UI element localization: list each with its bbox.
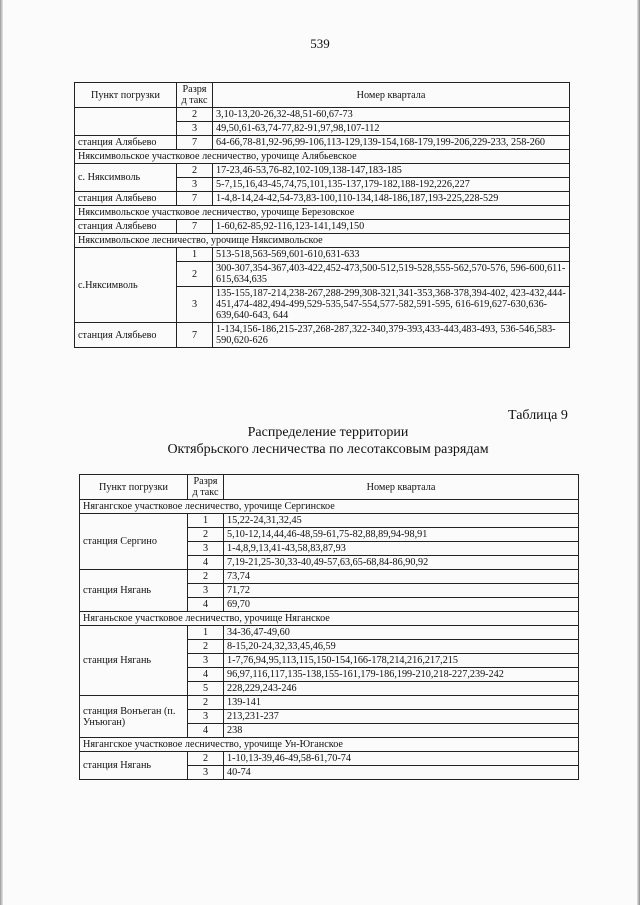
table-row xyxy=(80,696,579,710)
quarter-numbers-cell: 5-7,15,16,43-45,74,75,101,135-137,179-182,188-192,226,227 xyxy=(213,178,570,192)
quarter-numbers-cell: 513-518,563-569,601-610,631-633 xyxy=(213,248,570,262)
quarter-numbers-cell: 300-307,354-367,403-422,452-473,500-512,519-528,555-562,570-576, 596-600,611-615,634,635 xyxy=(213,262,570,287)
table-row xyxy=(80,752,579,766)
grade-cell: 2 xyxy=(177,108,213,122)
table-row xyxy=(80,626,579,640)
section-title: Нягангское участковое лесничество, урочище Сергинское xyxy=(80,500,579,514)
quarter-numbers-cell: 3,10-13,20-26,32-48,51-60,67-73 xyxy=(213,108,570,122)
grade-cell: 2 xyxy=(188,696,224,710)
table-header-row xyxy=(75,83,570,108)
quarter-numbers-cell: 40-74 xyxy=(224,766,579,780)
quarter-numbers-cell: 228,229,243-246 xyxy=(224,682,579,696)
grade-cell: 2 xyxy=(188,752,224,766)
loading-point-cell: станция Нягань xyxy=(80,752,188,780)
quarter-numbers-cell: 1-134,156-186,215-237,268-287,322-340,379-393,433-443,483-493, 536-546,583-590,620-626 xyxy=(213,323,570,348)
table-row xyxy=(75,136,570,150)
grade-cell: 4 xyxy=(188,668,224,682)
grade-cell: 3 xyxy=(177,178,213,192)
column-header-quarter: Номер квартала xyxy=(213,83,570,108)
section-row xyxy=(80,612,579,626)
section-title: Няксимвольское лесничество, урочище Няксимвольское xyxy=(75,234,570,248)
quarter-numbers-cell: 1-4,8,9,13,41-43,58,83,87,93 xyxy=(224,542,579,556)
section-title: Няганьское участковое лесничество, урочище Няганское xyxy=(80,612,579,626)
grade-cell: 2 xyxy=(177,262,213,287)
table-9-title-line-1: Распределение территории xyxy=(247,425,409,440)
grade-cell: 3 xyxy=(188,766,224,780)
table-row xyxy=(80,570,579,584)
grade-cell: 2 xyxy=(188,570,224,584)
quarter-numbers-cell: 213,231-237 xyxy=(224,710,579,724)
table-row xyxy=(80,514,579,528)
column-header-quarter: Номер квартала xyxy=(224,475,579,500)
section-row xyxy=(80,500,579,514)
table-9-title xyxy=(0,424,640,458)
quarter-numbers-cell: 1-60,62-85,92-116,123-141,149,150 xyxy=(213,220,570,234)
section-title: Нягангское участковое лесничество, урочище Ун-Юганское xyxy=(80,738,579,752)
grade-cell: 4 xyxy=(188,724,224,738)
quarter-numbers-cell: 64-66,78-81,92-96,99-106,113-129,139-154,168-179,199-206,229-233, 258-260 xyxy=(213,136,570,150)
quarter-numbers-cell: 8-15,20-24,32,33,45,46,59 xyxy=(224,640,579,654)
grade-cell: 4 xyxy=(188,556,224,570)
grade-cell: 1 xyxy=(188,514,224,528)
table-row xyxy=(75,164,570,178)
loading-point-cell: станция Алябьево xyxy=(75,323,177,348)
section-row xyxy=(80,738,579,752)
grade-cell: 1 xyxy=(188,626,224,640)
loading-points-table-9 xyxy=(79,474,579,780)
loading-point-cell: станция Сергино xyxy=(80,514,188,570)
quarter-numbers-cell: 73,74 xyxy=(224,570,579,584)
page-number: 539 xyxy=(310,36,330,51)
quarter-numbers-cell: 71,72 xyxy=(224,584,579,598)
quarter-numbers-cell: 139-141 xyxy=(224,696,579,710)
quarter-numbers-cell: 34-36,47-49,60 xyxy=(224,626,579,640)
grade-cell: 7 xyxy=(177,323,213,348)
table-9-label: Таблица 9 xyxy=(508,408,568,423)
column-header-grade: Разряд такс xyxy=(177,83,213,108)
loading-point-cell: станция Нягань xyxy=(80,626,188,696)
quarter-numbers-cell: 1-7,76,94,95,113,115,150-154,166-178,214,216,217,215 xyxy=(224,654,579,668)
grade-cell: 4 xyxy=(188,598,224,612)
section-title: Няксимвольское участковое лесничество, урочище Алябьевское xyxy=(75,150,570,164)
loading-point-cell: с.Няксимволь xyxy=(75,248,177,323)
grade-cell: 2 xyxy=(177,164,213,178)
loading-point-cell: станция Алябьево xyxy=(75,220,177,234)
quarter-numbers-cell: 15,22-24,31,32,45 xyxy=(224,514,579,528)
grade-cell: 5 xyxy=(188,682,224,696)
grade-cell: 3 xyxy=(188,654,224,668)
grade-cell: 3 xyxy=(177,122,213,136)
section-row xyxy=(75,206,570,220)
quarter-numbers-cell: 1-10,13-39,46-49,58-61,70-74 xyxy=(224,752,579,766)
table-header-row xyxy=(80,475,579,500)
column-header-point: Пункт погрузки xyxy=(80,475,188,500)
grade-cell: 3 xyxy=(188,542,224,556)
loading-points-table-1 xyxy=(74,82,570,348)
quarter-numbers-cell: 7,19-21,25-30,33-40,49-57,63,65-68,84-86,90,92 xyxy=(224,556,579,570)
loading-point-cell: станция Алябьево xyxy=(75,136,177,150)
grade-cell: 7 xyxy=(177,220,213,234)
quarter-numbers-cell: 49,50,61-63,74-77,82-91,97,98,107-112 xyxy=(213,122,570,136)
loading-point-cell xyxy=(75,108,177,136)
grade-cell: 3 xyxy=(188,710,224,724)
loading-point-cell: станция Вонъеган (п. Унъюган) xyxy=(80,696,188,738)
quarter-numbers-cell: 96,97,116,117,135-138,155-161,179-186,199-210,218-227,239-242 xyxy=(224,668,579,682)
grade-cell: 7 xyxy=(177,192,213,206)
loading-point-cell: с. Няксимволь xyxy=(75,164,177,192)
loading-point-cell: станция Алябьево xyxy=(75,192,177,206)
table-9-title-line-2: Октябрьского лесничества по лесотаксовым разрядам xyxy=(167,442,489,457)
quarter-numbers-cell: 69,70 xyxy=(224,598,579,612)
table-row xyxy=(75,108,570,122)
quarter-numbers-cell: 1-4,8-14,24-42,54-73,83-100,110-134,148-186,187,193-225,228-529 xyxy=(213,192,570,206)
table-row xyxy=(75,248,570,262)
table-row xyxy=(75,220,570,234)
table-row xyxy=(75,192,570,206)
section-row xyxy=(75,234,570,248)
grade-cell: 3 xyxy=(188,584,224,598)
grade-cell: 7 xyxy=(177,136,213,150)
quarter-numbers-cell: 238 xyxy=(224,724,579,738)
quarter-numbers-cell: 17-23,46-53,76-82,102-109,138-147,183-185 xyxy=(213,164,570,178)
grade-cell: 3 xyxy=(177,287,213,323)
grade-cell: 2 xyxy=(188,640,224,654)
loading-point-cell: станция Нягань xyxy=(80,570,188,612)
table-row xyxy=(75,323,570,348)
section-title: Няксимвольское участковое лесничество, урочище Березовское xyxy=(75,206,570,220)
section-row xyxy=(75,150,570,164)
column-header-point: Пункт погрузки xyxy=(75,83,177,108)
grade-cell: 1 xyxy=(177,248,213,262)
grade-cell: 2 xyxy=(188,528,224,542)
column-header-grade: Разряд такс xyxy=(188,475,224,500)
quarter-numbers-cell: 135-155,187-214,238-267,288-299,308-321,341-353,368-378,394-402, 423-432,444-451,474-482,494-499,529-535,547-554,577-582,591-595, 616-619,627-630,636-639,640-643, 644 xyxy=(213,287,570,323)
quarter-numbers-cell: 5,10-12,14,44,46-48,59-61,75-82,88,89,94-98,91 xyxy=(224,528,579,542)
